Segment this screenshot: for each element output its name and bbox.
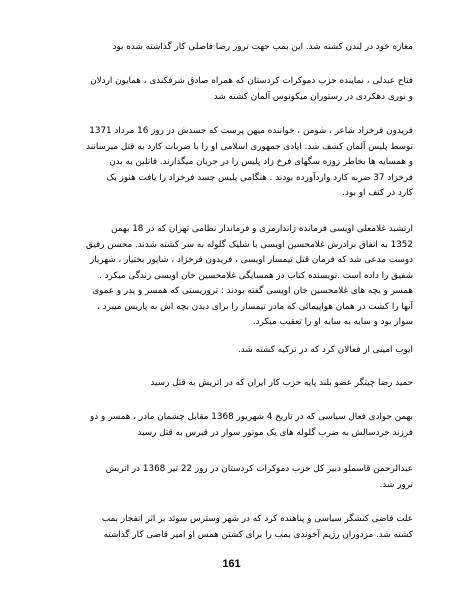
text-line: شفیق را داده است .نویسنده کتاب در همسایگی غلامحسین خان اویسی زندگی میکرد . bbox=[99, 270, 413, 281]
text-line: فریدون فرخزاد شاعر ، شومن ، خواننده میهن پرست که جسدش در روز 16 مرداد 1371 bbox=[89, 126, 413, 136]
text-line: ارتشبد غلامعلی اویسی فرمانده ژاندارمری و فرماندار نظامی تهران که در 18 بهمن bbox=[111, 224, 413, 234]
text-line: و همسایه ها بخاطر زوزه سگهای فرخ زاد پلیس را در جریان میگذارند. قاتلین به بدن bbox=[109, 157, 413, 167]
text-line: ترور شد. bbox=[379, 479, 413, 490]
text-line: حمید رضا چیتگر عضو بلند پایه حزب کار ایران که در اتریش به قتل رسید bbox=[150, 378, 413, 388]
text-line: دوست مدعی شد که فرمان قتل تیمسار اویسی ، فریدون فرخزاد ، شاپور بختیار ، شهریار bbox=[89, 255, 413, 265]
paragraph-5 bbox=[50, 343, 413, 359]
text-line: بهمن جوادی فعال سیاسی که در تاریخ 4 شهریور 1368 مقابل چشمان مادر ، همسر و دو bbox=[90, 412, 413, 422]
text-line: توسط پلیس آلمان کشف شد. ایادی جمهوری اسلامی او را با ضربات کارد به قتل میرسانند bbox=[86, 141, 413, 152]
text-line: آنها را کشت در همان هواپیمائی که مادر تیمسار را برای دیدن بچه اش به پاریس میبرد ، bbox=[97, 301, 413, 312]
text-line: کارد در کتف او بود. bbox=[342, 188, 413, 198]
text-line: فتاح عبدلی ، نماینده حزب دموکرات کردستان که همراه صادق شرفکندی ، همایون اردلان bbox=[90, 76, 413, 86]
text-line: مغازه خود در لندن کشته شد. این بمب جهت ترور رضا فاضلی کار گذاشته شده بود bbox=[112, 42, 413, 52]
text-line: همسر و بچه های غلامحسین خان اویسی گفته بودند : تروریستی که همسر و پدر و عموی bbox=[92, 286, 413, 296]
paragraph-7 bbox=[50, 410, 413, 441]
paragraph-2 bbox=[50, 74, 413, 105]
paragraph-6 bbox=[50, 376, 413, 392]
text-line: 1352 به اتفاق برادرش غلامحسین اویسی با شلیک گلوله به سر کشته شدند. محسن رفیق bbox=[86, 239, 413, 250]
page-number: 161 bbox=[222, 558, 241, 570]
text-line: فرزند خردسالش به ضرب گلوله های یک موتور سوار در قبرس به قتل رسید bbox=[137, 427, 413, 438]
text-line: ایوب امینی از فعالان کرد که در ترکیه کشته شد. bbox=[237, 345, 413, 355]
paragraph-3 bbox=[50, 124, 413, 202]
paragraph-1 bbox=[50, 40, 413, 56]
paragraph-9 bbox=[50, 512, 413, 543]
paragraph-4 bbox=[50, 222, 413, 331]
text-line: علت قاضی کنشگر سیاسی و پناهنده کرد که در شهر وسترس سوئد بر اثر انفجار بمب bbox=[101, 514, 413, 524]
paragraph-8 bbox=[50, 462, 413, 493]
text-line: کشته شد. مزدوران رژیم آخوندی بمب را برای کشتن همس او امیر قاضی کار گذاشته bbox=[103, 529, 413, 540]
text-line: فرخزاد 37 ضربه کارد واردآورده بودند . هنگامی پلیس جسد فرخزاد را یافت هنوز یک bbox=[106, 172, 413, 183]
text-line: عبدالرحمن قاسملو دبیر کل حزب دموکرات کردستان در روز 22 تیر 1368 در اتریش bbox=[105, 464, 413, 474]
text-line: سوار بود و سایه به سایه او را تعقیب میکرد. bbox=[252, 317, 413, 327]
text-line: و نوری دهکردی در رستوران میکونوس آلمان کشته شد bbox=[213, 91, 413, 102]
